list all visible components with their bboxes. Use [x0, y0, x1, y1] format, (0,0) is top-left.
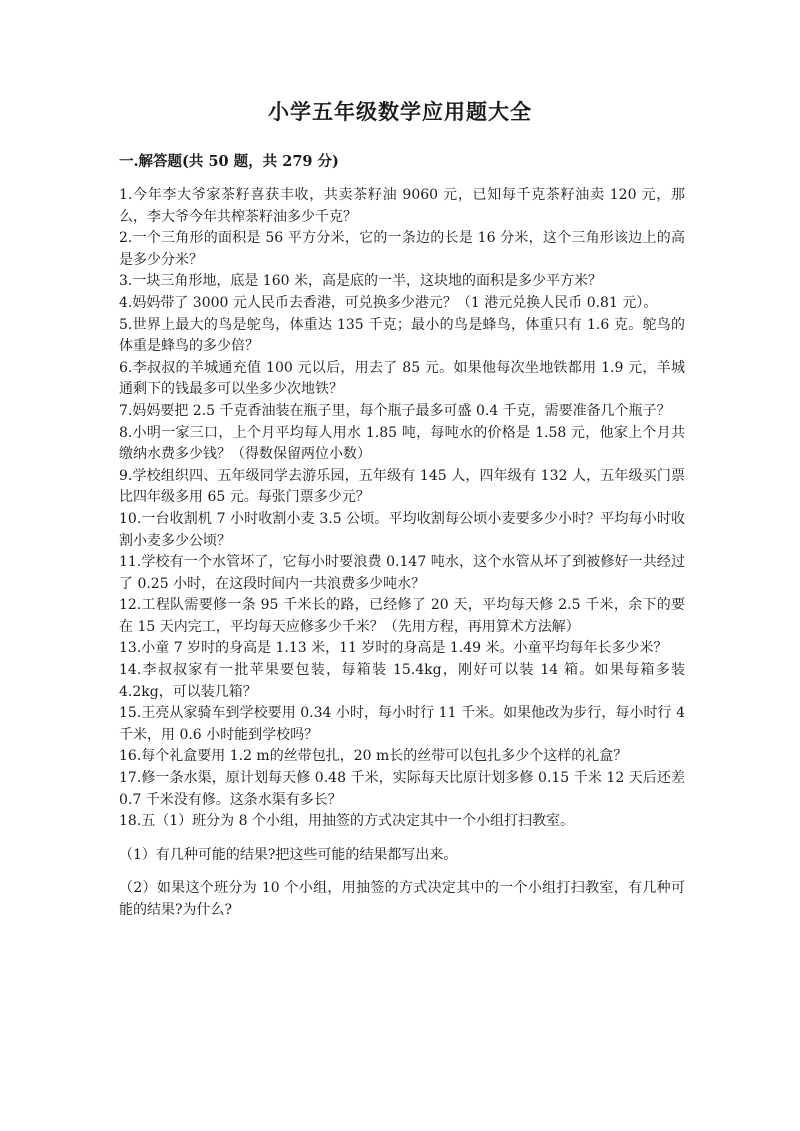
question-item: 12.工程队需要修一条 95 千米长的路，已经修了 20 天，平均每天修 2.5 千米，余下的要在 15 天内完工，平均每天应修多少千米？（先用方程，再用算术方法解）: [119, 597, 685, 635]
question-item: 9.学校组织四、五年级同学去游乐园，五年级有 145 人，四年级有 132 人，五年级买门票比四年级多用 65 元。每张门票多少元？: [119, 467, 685, 506]
question-item: 11.学校有一个水管坏了，它每小时要浪费 0.147 吨水，这个水管从坏了到被修好一共经过了 0.25 小时，在这段时间内一共浪费多少吨水？: [119, 554, 685, 592]
sub-question-item: （1）有几种可能的结果?把这些可能的结果都写出来。: [119, 846, 458, 863]
question-item: 3.一块三角形地，底是 160 米，高是底的一半，这块地的面积是多少平方米？: [119, 273, 602, 290]
question-item: 18.五（1）班分为 8 个小组，用抽签的方式决定其中一个小组打扫教室。: [119, 813, 574, 830]
question-item: 15.王亮从家骑车到学校要用 0.34 小时，每小时行 11 千米。如果他改为步行，每小时行 4 千米，用 0.6 小时能到学校吗？: [119, 705, 685, 743]
question-item: 5.世界上最大的鸟是鸵鸟，体重达 135 千克；最小的鸟是蜂鸟，体重只有 1.6 克。鸵鸟的体重是蜂鸟的多少倍？: [119, 316, 685, 355]
question-item: 16.每个礼盒要用 1.2 m的丝带包扎，20 m长的丝带可以包扎多少个这样的礼盒？: [119, 748, 628, 765]
question-item: 8.小明一家三口，上个月平均每人用水 1.85 吨，每吨水的价格是 1.58 元，他家上个月共缴纳水费多少钱？（得数保留两位小数）: [119, 424, 685, 463]
question-item: 4.妈妈带了 3000 元人民币去香港，可兑换多少港元？（1 港元兑换人民币 0.81 元）。: [119, 294, 658, 311]
question-item: 10.一台收割机 7 小时收割小麦 3.5 公顷。平均收割每公顷小麦要多少小时？平均每小时收割小麦多少公顷？: [119, 510, 685, 549]
page-title: 小学五年级数学应用题大全: [268, 99, 532, 124]
question-list: [119, 185, 685, 922]
sub-question-item: （2）如果这个班分为 10 个小组，用抽签的方式决定其中的一个小组打扫教室，有几种可能的结果?为什么?: [119, 880, 685, 918]
question-item: 7.妈妈要把 2.5 千克香油装在瓶子里，每个瓶子最多可盛 0.4 千克，需要准备几个瓶子？: [119, 402, 671, 419]
question-item: 13.小童 7 岁时的身高是 1.13 米，11 岁时的身高是 1.49 米。小童平均每年长多少米？: [119, 640, 668, 657]
question-item: 2.一个三角形的面积是 56 平方分米，它的一条边的长是 16 分米，这个三角形该边上的高是多少分米？: [119, 230, 685, 268]
section-heading: 一.解答题(共 50 题，共 279 分): [119, 153, 339, 170]
question-item: 14.李叔叔家有一批苹果要包装，每箱装 15.4kg，刚好可以装 14 箱。如果每箱多装 4.2kg，可以装几箱？: [119, 662, 685, 700]
question-item: 17.修一条水渠，原计划每天修 0.48 千米，实际每天比原计划多修 0.15 千米 12 天后还差 0.7 千米没有修。这条水渠有多长？: [119, 770, 685, 808]
question-item: 6.李叔叔的羊城通充值 100 元以后，用去了 85 元。如果他每次坐地铁都用 1.9 元，羊城通剩下的钱最多可以坐多少次地铁？: [119, 359, 685, 398]
question-item: 1.今年李大爷家茶籽喜获丰收，共卖茶籽油 9060 元，已知每千克茶籽油卖 120 元，那么，李大爷今年共榨茶籽油多少千克？: [119, 187, 685, 225]
